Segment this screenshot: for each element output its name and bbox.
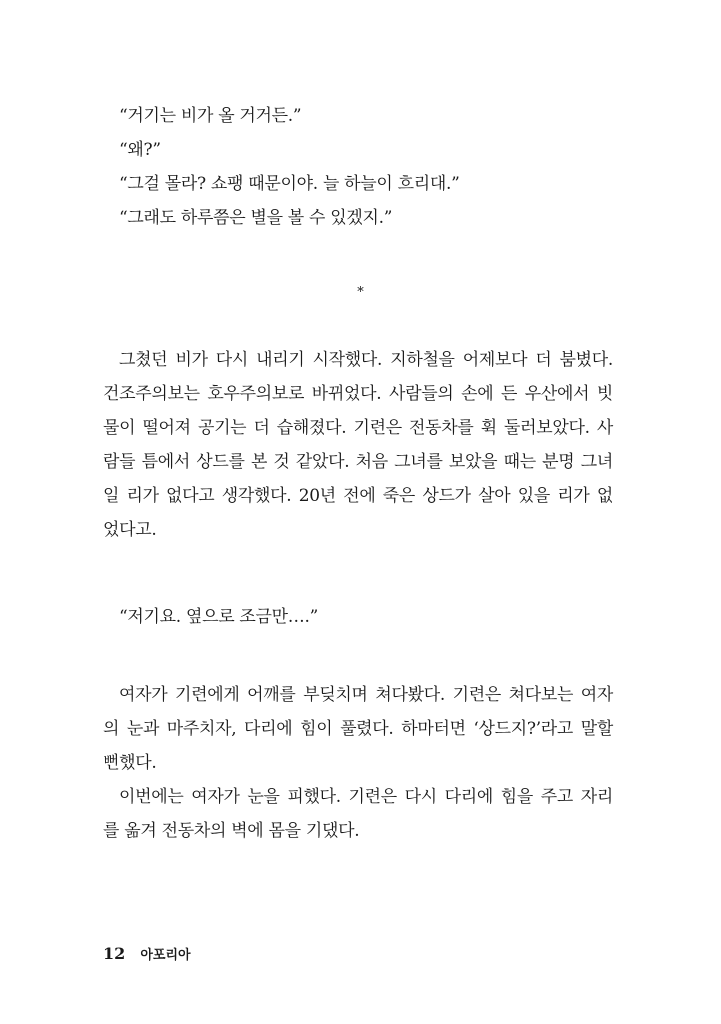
dialogue-line: “그래도 하루쯤은 별을 볼 수 있겠지.” — [119, 208, 393, 228]
scene-separator: * — [357, 285, 364, 300]
dialogue-block-1 — [103, 99, 613, 235]
paragraph-2 — [103, 678, 613, 848]
paragraph-line: 일 리가 없다고 생각했다. 20년 전에 죽은 상드가 살아 있을 리가 없 — [103, 486, 613, 506]
paragraph-1 — [103, 343, 613, 547]
dialogue-line: “왜?” — [119, 140, 161, 160]
paragraph-line: 이번에는 여자가 눈을 피했다. 기련은 다시 다리에 힘을 주고 자리 — [119, 787, 613, 807]
dialogue-block-2 — [103, 600, 613, 634]
page-number: 12 — [103, 944, 126, 963]
paragraph-line: 를 옮겨 전동차의 벽에 몸을 기댔다. — [103, 821, 360, 841]
paragraph-line: 었다고. — [103, 520, 157, 540]
paragraph-line: 물이 떨어져 공기는 더 습해졌다. 기련은 전동차를 휙 둘러보았다. 사 — [103, 418, 613, 438]
dialogue-line: “거기는 비가 올 거거든.” — [119, 106, 302, 126]
paragraph-line: 람들 틈에서 상드를 본 것 같았다. 처음 그녀를 보았을 때는 분명 그녀 — [103, 452, 613, 472]
paragraph-line: 뻔했다. — [103, 753, 157, 773]
paragraph-line: 그쳤던 비가 다시 내리기 시작했다. 지하철을 어제보다 더 붐볐다. — [119, 350, 613, 370]
paragraph-line: 의 눈과 마주치자, 다리에 힘이 풀렸다. 하마터면 ‘상드지?’라고 말할 — [103, 719, 613, 739]
dialogue-line: “그걸 몰라? 쇼팽 때문이야. 늘 하늘이 흐리대.” — [119, 174, 460, 194]
book-title: 아포리아 — [140, 948, 191, 963]
page-footer — [103, 943, 191, 967]
dialogue-line: “저기요. 옆으로 조금만….” — [119, 607, 318, 627]
paragraph-line: 건조주의보는 호우주의보로 바뀌었다. 사람들의 손에 든 우산에서 빗 — [103, 384, 613, 404]
paragraph-line: 여자가 기련에게 어깨를 부딪치며 쳐다봤다. 기련은 쳐다보는 여자 — [119, 685, 613, 705]
